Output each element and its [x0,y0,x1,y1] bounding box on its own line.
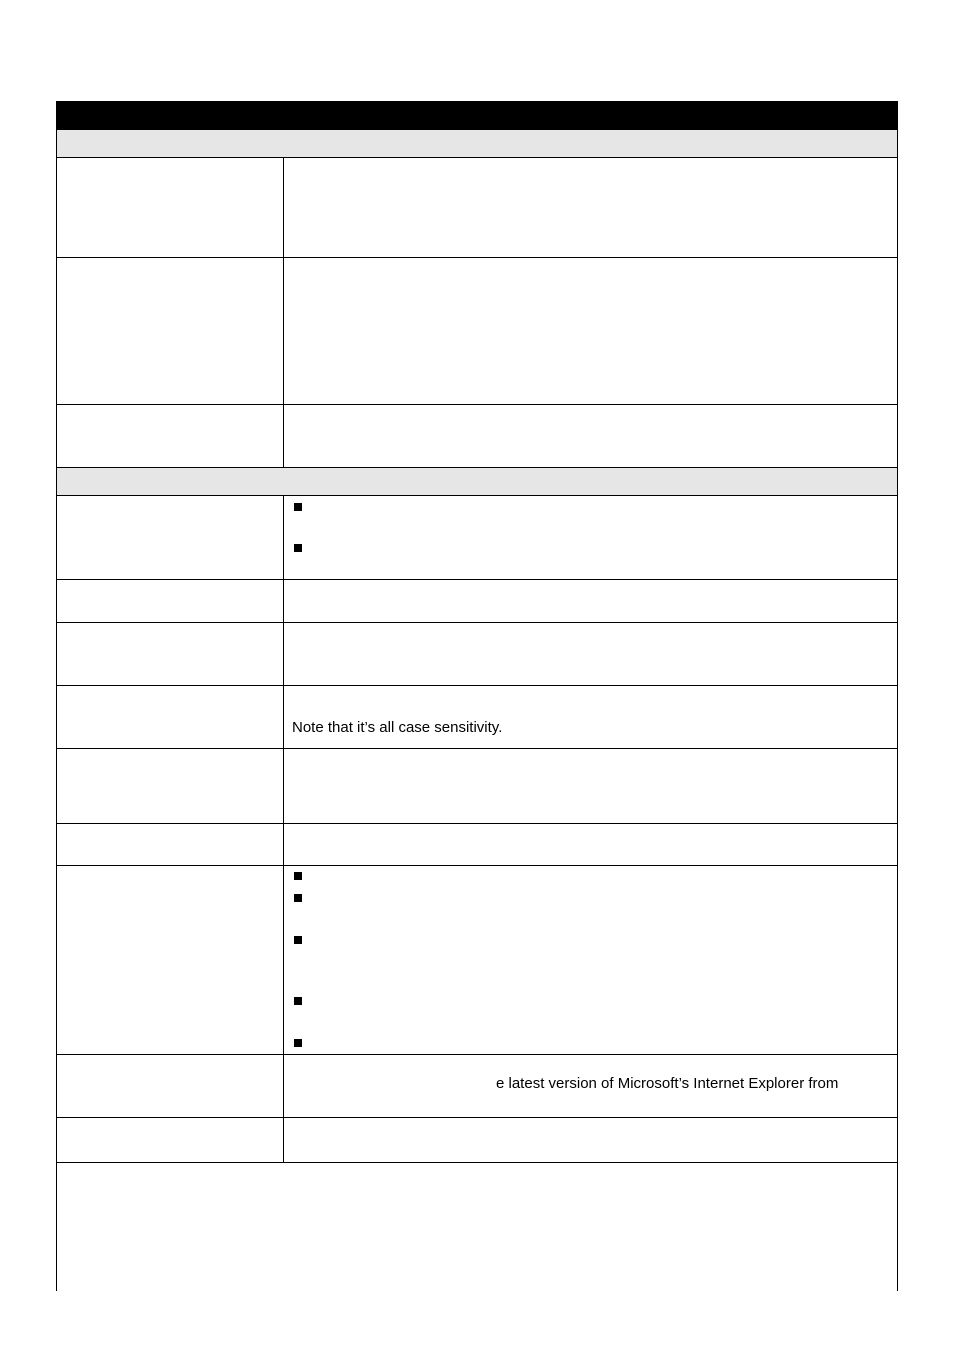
table-row [57,258,897,405]
bullet-square-icon [294,872,302,880]
row-value-cell [284,158,897,257]
row-value-cell [284,749,897,823]
row-label-cell [57,580,284,622]
case-sensitivity-note: Note that it’s all case sensitivity. [292,719,503,736]
row-label-cell [57,686,284,748]
table-row [57,866,897,1055]
table-row [57,1055,897,1118]
row-value-cell [284,623,897,685]
bullet-square-icon [294,544,302,552]
table-row [57,824,897,866]
row-label-cell [57,866,284,1054]
row-label-cell [57,623,284,685]
table-row [57,623,897,686]
section-header-2 [57,468,897,496]
table-row [57,405,897,468]
bullet-square-icon [294,894,302,902]
bullet-square-icon [294,1039,302,1047]
row-label-cell [57,1055,284,1117]
table-row [57,580,897,623]
table-row [57,1118,897,1163]
row-label-cell [57,496,284,579]
bullet-square-icon [294,936,302,944]
row-value-cell [284,1055,897,1117]
row-label-cell [57,258,284,404]
table-header-bar [57,101,897,130]
section-header-1 [57,130,897,158]
row-label-cell [57,405,284,467]
table-row [57,158,897,258]
row-value-cell [284,405,897,467]
bullet-square-icon [294,997,302,1005]
row-value-cell [284,686,897,748]
row-value-cell [284,1118,897,1162]
spec-table [56,101,898,1291]
row-label-cell [57,824,284,865]
row-value-cell [284,580,897,622]
row-value-cell [284,866,897,1054]
row-value-cell [284,258,897,404]
row-label-cell [57,1118,284,1162]
table-row [57,749,897,824]
table-footer-area [57,1163,897,1291]
row-value-cell [284,824,897,865]
table-row [57,496,897,580]
table-row [57,686,897,749]
row-label-cell [57,749,284,823]
row-value-cell [284,496,897,579]
browser-requirement-text: e latest version of Microsoft’s Internet Explorer from [496,1075,839,1092]
row-label-cell [57,158,284,257]
bullet-square-icon [294,503,302,511]
